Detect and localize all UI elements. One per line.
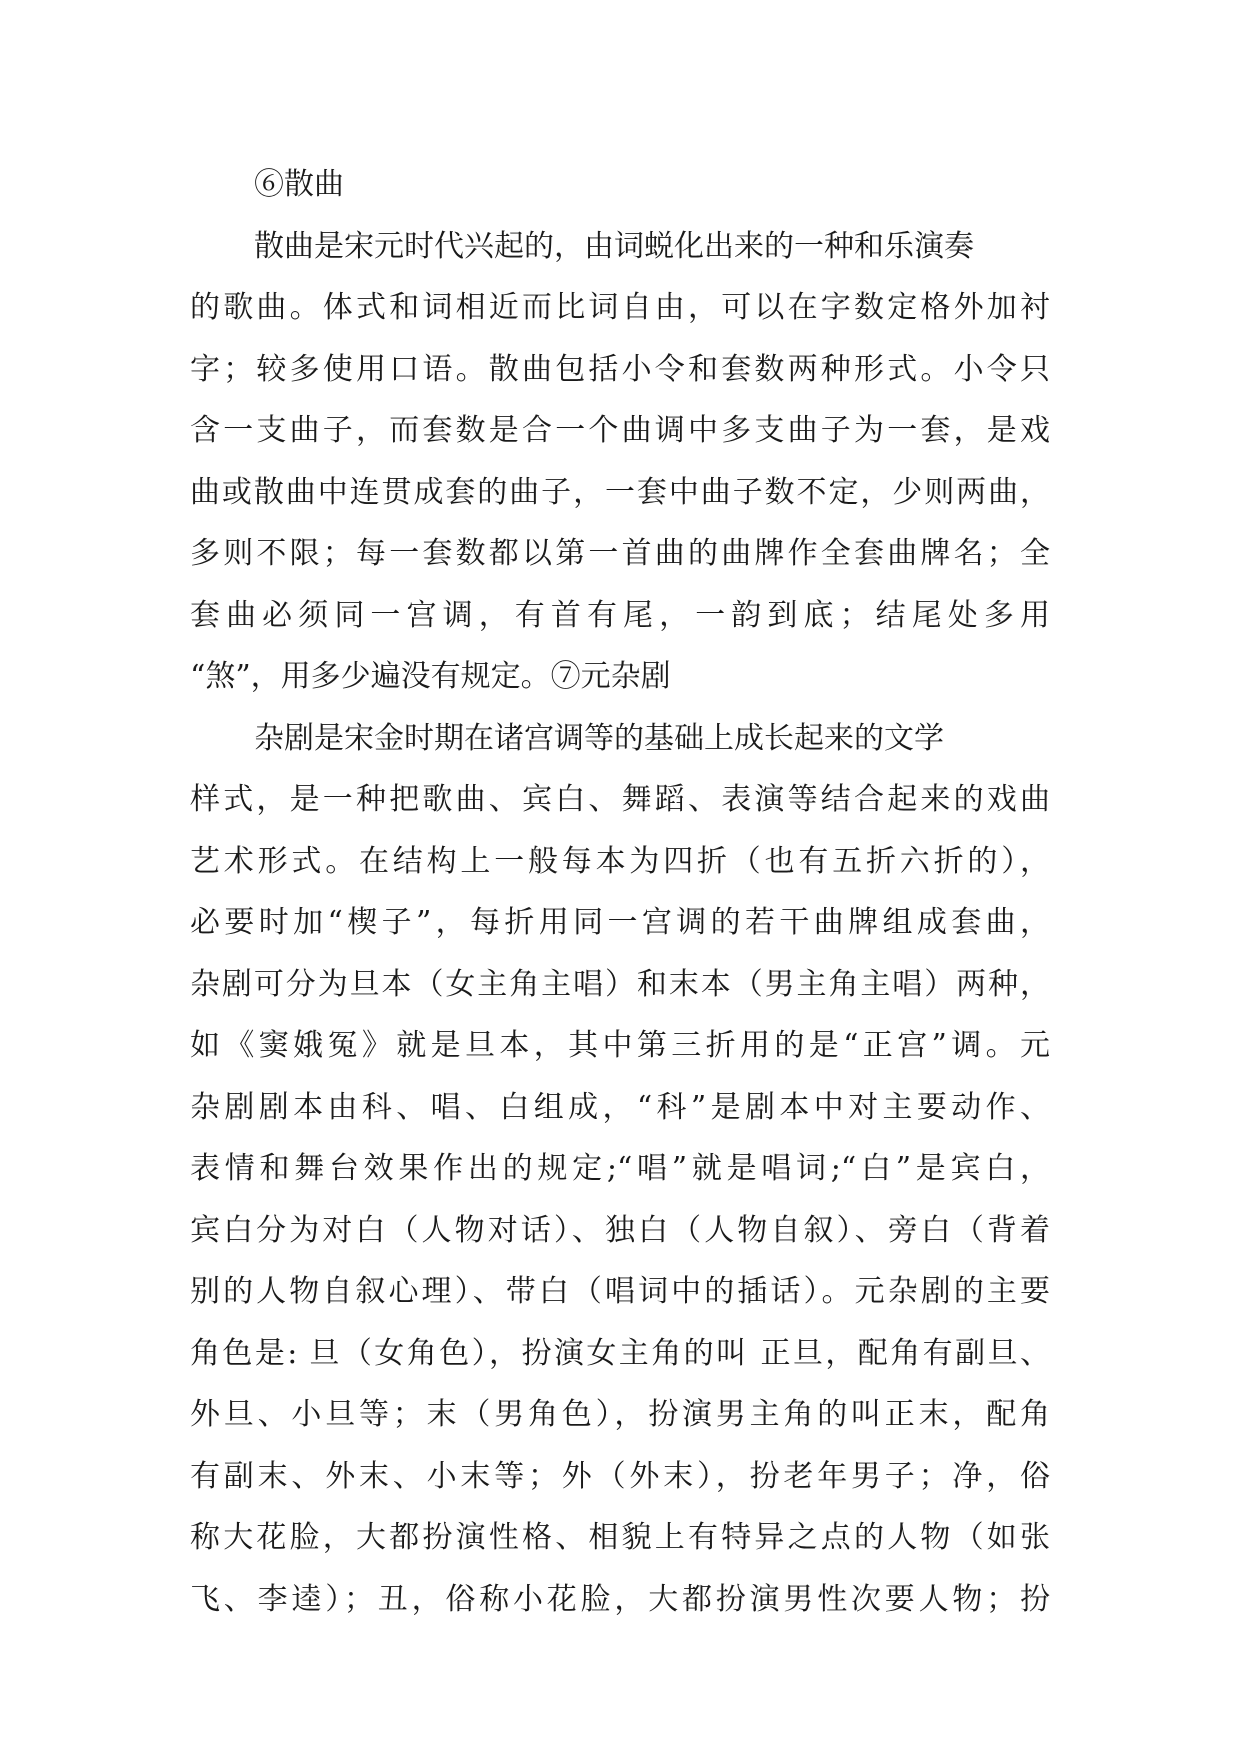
- text-line: 杂剧可分为旦本（女主角主唱）和末本（男主角主唱）两种，: [190, 966, 1050, 1002]
- text-line: 曲或散曲中连贯成套的曲子，一套中曲子数不定，少则两曲，: [190, 474, 1050, 510]
- text-line: 套曲必须同一宫调，有首有尾，一韵到底；结尾处多用: [190, 597, 1050, 633]
- text-line: 杂剧剧本由科、唱、白组成，“科”是剧本中对主要动作、: [190, 1089, 1050, 1125]
- text-line: 别的人物自叙心理）、带白（唱词中的插话）。元杂剧的主要: [190, 1274, 1050, 1309]
- text-line: 如《窦娥冤》就是旦本，其中第三折用的是“正宫”调。元: [190, 1028, 1050, 1063]
- text-line: 飞、李逵）；丑，俗称小花脸，大都扮演男性次要人物；扮: [190, 1581, 1050, 1617]
- text-line: 称大花脸，大都扮演性格、相貌上有特异之点的人物（如张: [190, 1520, 1050, 1555]
- text-line: 散曲是宋元时代兴起的，由词蜕化出来的一种和乐演奏: [254, 228, 974, 264]
- text-line: 表情和舞台效果作出的规定;“唱”就是唱词;“白”是宾白，: [190, 1151, 1050, 1186]
- text-line: 必要时加“楔子”，每折用同一宫调的若干曲牌组成套曲，: [190, 905, 1050, 940]
- text-line: 角色是: 旦（女角色），扮演女主角的叫 正旦，配角有副旦、: [190, 1335, 1050, 1371]
- text-line: 艺术形式。在结构上一般每本为四折（也有五折六折的），: [190, 843, 1050, 879]
- text-line: 杂剧是宋金时期在诸宫调等的基础上成长起来的文学: [254, 720, 944, 756]
- body-text: [190, 154, 1050, 1630]
- text-line: 样式，是一种把歌曲、宾白、舞蹈、表演等结合起来的戏曲: [190, 782, 1050, 817]
- text-line: 字；较多使用口语。散曲包括小令和套数两种形式。小令只: [190, 351, 1050, 387]
- text-line: 多则不限；每一套数都以第一首曲的曲牌作全套曲牌名；全: [190, 536, 1050, 571]
- text-line: 含一支曲子，而套数是合一个曲调中多支曲子为一套，是戏: [190, 413, 1050, 448]
- text-line: 宾白分为对白（人物对话）、独白（人物自叙）、旁白（背着: [190, 1212, 1050, 1248]
- text-line: 有副末、外末、小末等；外（外末），扮老年男子；净，俗: [190, 1458, 1050, 1494]
- text-line: 外旦、小旦等；末（男角色），扮演男主角的叫正末，配角: [190, 1397, 1050, 1432]
- text-line: 的歌曲。体式和词相近而比词自由，可以在字数定格外加衬: [190, 290, 1050, 325]
- text-line: ⑥散曲: [254, 167, 344, 202]
- text-line: “煞”，用多少遍没有规定。⑦元杂剧: [190, 659, 671, 694]
